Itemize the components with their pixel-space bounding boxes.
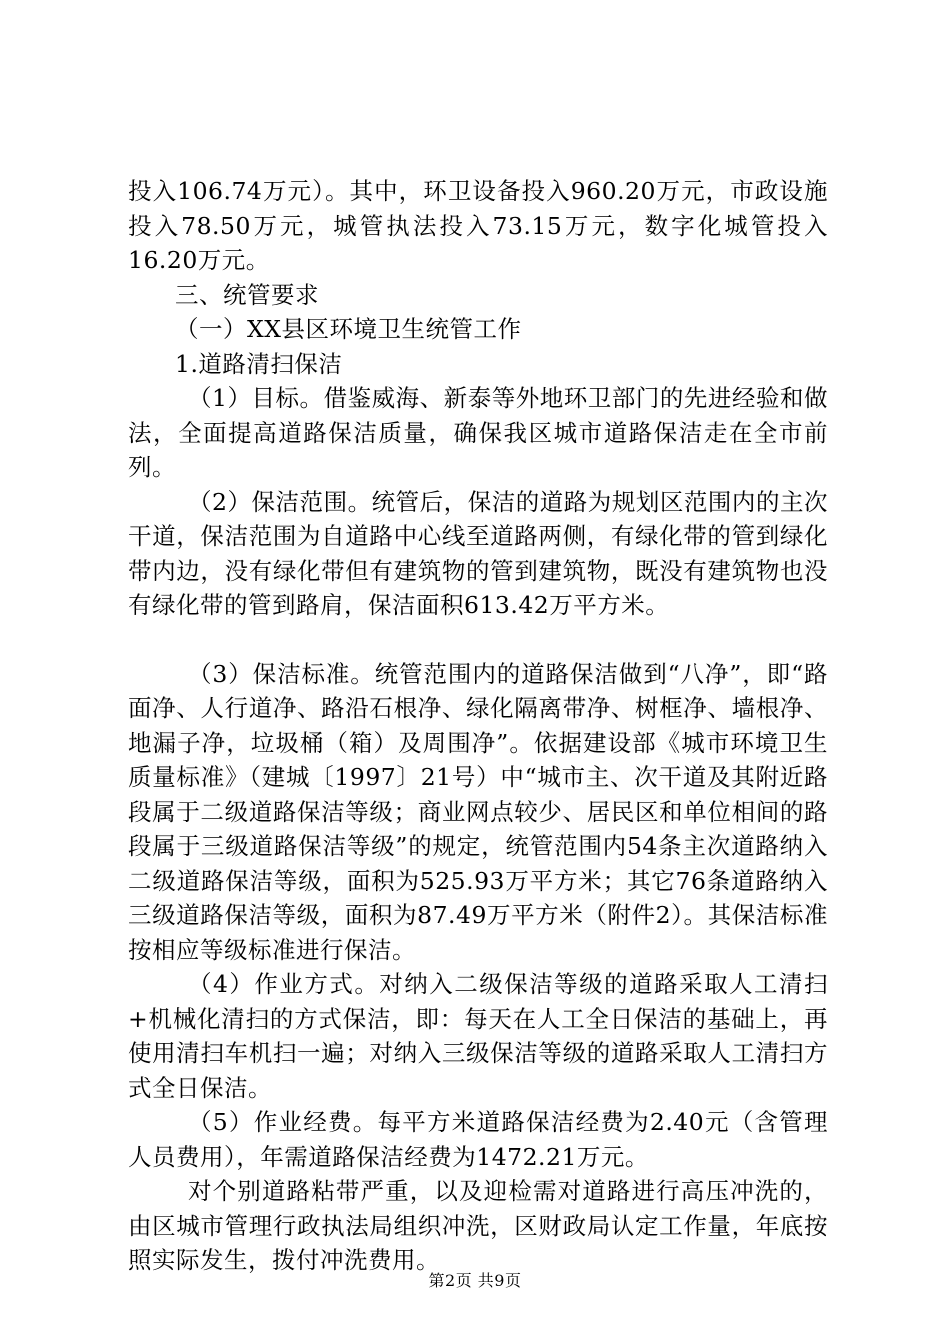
paragraph-goal: （1）目标。借鉴威海、新泰等外地环卫部门的先进经验和做法，全面提高道路保洁质量，确保我区城市道路保洁走在全市前列。 [128, 384, 828, 481]
page-footer [0, 1268, 950, 1291]
section-heading-requirements: 三、统管要求 [175, 280, 319, 309]
subsection-heading-sanitation: （一）XX县区环境卫生统管工作 [175, 315, 522, 343]
page-number: 第2页 共9页 [428, 1271, 522, 1290]
paragraph-funding: （5）作业经费。每平方米道路保洁经费为2.40元（含管理人员费用），年需道路保洁经费为1472.21万元。 [128, 1108, 828, 1171]
item-heading-road-cleaning: 1.道路清扫保洁 [175, 349, 343, 378]
paragraph-investment-summary: 投入106.74万元）。其中，环卫设备投入960.20万元，市政设施投入78.50万元，城管执法投入73.15万元，数字化城管投入16.20万元。 [128, 177, 828, 274]
paragraph-method: （4）作业方式。对纳入二级保洁等级的道路采取人工清扫+机械化清扫的方式保洁，即：每天在人工全日保洁的基础上，再使用清扫车机扫一遍；对纳入三级保洁等级的道路采取人工清扫方式全日保洁。 [128, 970, 828, 1102]
paragraph-standard: （3）保洁标准。统管范围内的道路保洁做到“八净”，即“路面净、人行道净、路沿石根净、绿化隔离带净、树框净、墙根净、地漏子净，垃圾桶（箱）及周围净”。依据建设部《城市环境卫生质量标准》（建城〔1997〕21号）中“城市主、次干道及其附近路段属于二级道路保洁等级；商业网点较少、居民区和单位相间的路段属于三级道路保洁等级”的规定，统管范围内54条主次道路纳入二级道路保洁等级，面积为525.93万平方米；其它76条道路纳入三级道路保洁等级，面积为87.49万平方米（附件2）。其保洁标准按相应等级标准进行保洁。 [128, 659, 828, 964]
paragraph-high-pressure-washing: 对个别道路粘带严重，以及迎检需对道路进行高压冲洗的，由区城市管理行政执法局组织冲洗，区财政局认定工作量，年底按照实际发生，拨付冲洗费用。 [128, 1177, 828, 1274]
paragraph-scope: （2）保洁范围。统管后，保洁的道路为规划区范围内的主次干道，保洁范围为自道路中心线至道路两侧，有绿化带的管到绿化带内边，没有绿化带但有建筑物的管到建筑物，既没有建筑物也没有绿化带的管到路肩，保洁面积613.42万平方米。 [128, 487, 828, 619]
document-body [128, 174, 828, 1278]
